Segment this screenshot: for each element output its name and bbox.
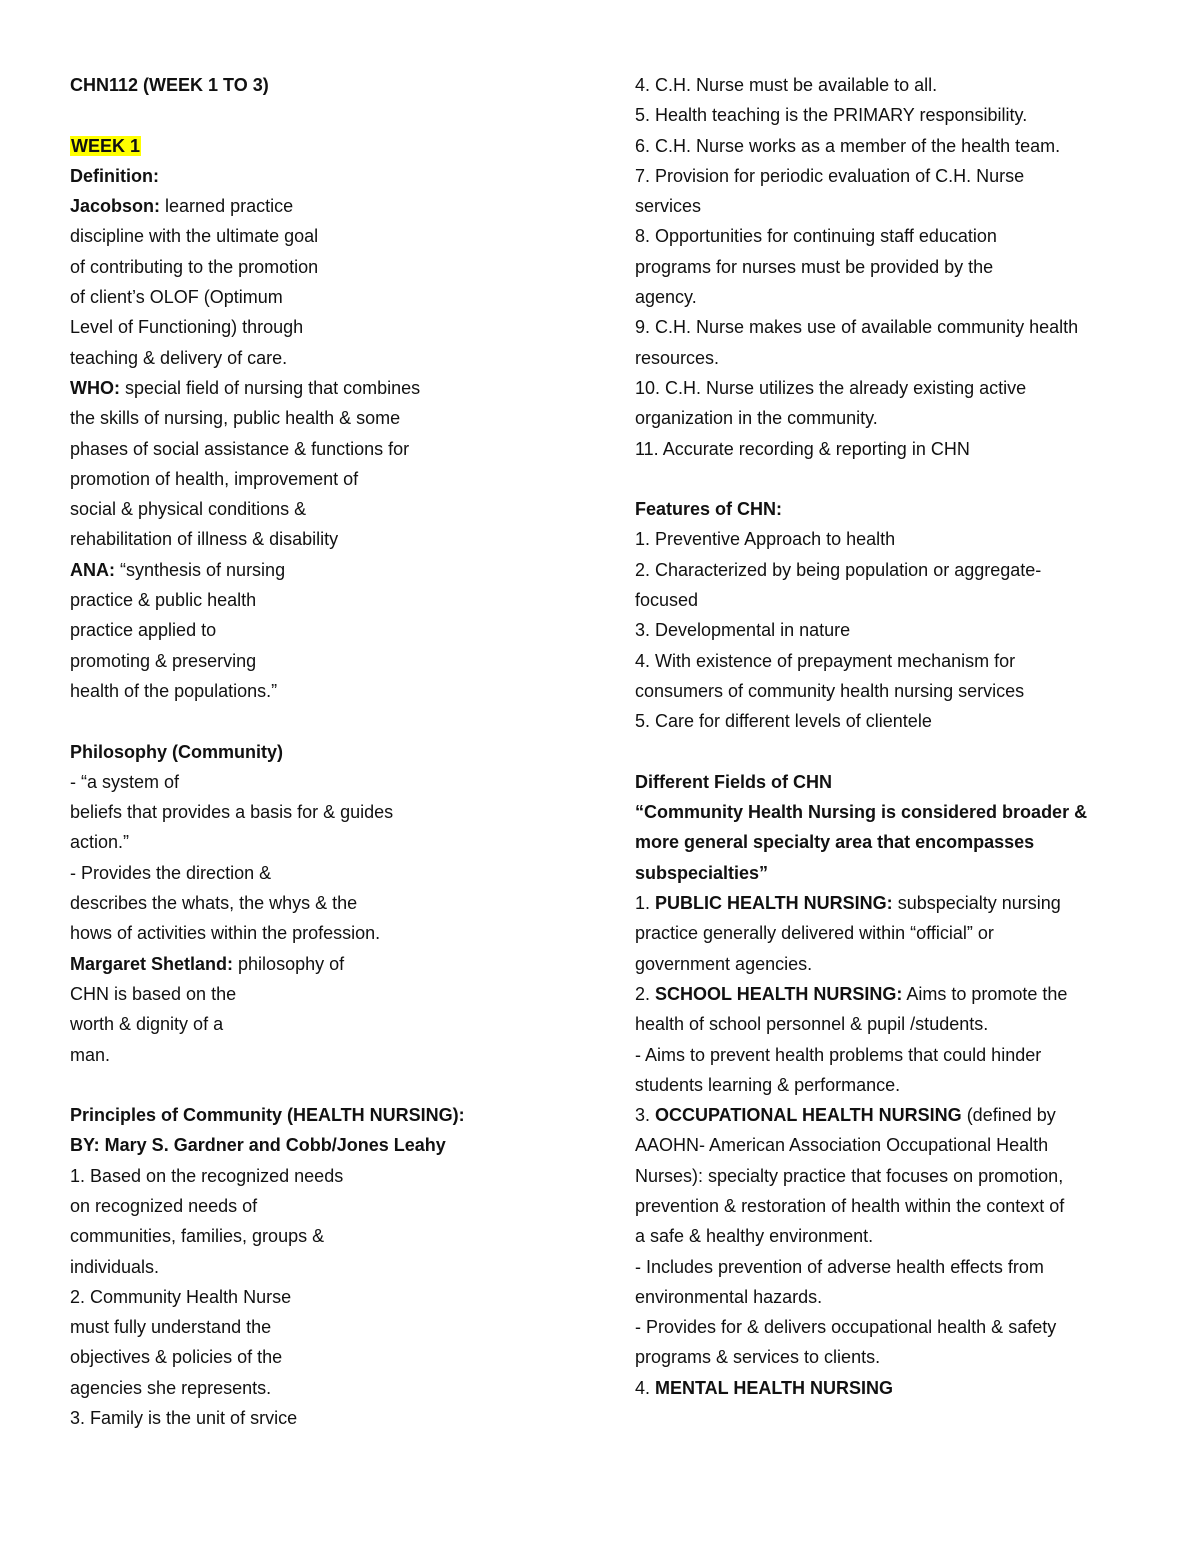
list-item: 7. Provision for periodic evaluation of C.H. Nurse — [635, 165, 1025, 186]
text-line: rehabilitation of illness & disability — [70, 529, 339, 550]
list-item: 4. With existence of prepayment mechanism for — [635, 650, 1016, 671]
ana-term: ANA: — [70, 559, 115, 580]
text-line: practice & public health — [70, 590, 257, 611]
text-line: programs for nurses must be provided by the — [635, 256, 994, 277]
list-item: 3. Developmental in nature — [635, 620, 851, 641]
text-line: individuals. — [70, 1256, 160, 1277]
text-line: practice generally delivered within “official” or — [635, 923, 994, 944]
text-line: social & physical conditions & — [70, 499, 307, 520]
school-health-nursing-item: 2. SCHOOL HEALTH NURSING: Aims to promote the — [635, 983, 1068, 1004]
jacobson-term: Jacobson: — [70, 196, 161, 217]
week-heading — [70, 131, 580, 161]
definition-heading: Definition: — [70, 165, 159, 186]
text-line: communities, families, groups & — [70, 1226, 325, 1247]
text-line: Nurses): specialty practice that focuses on promotion, — [635, 1165, 1064, 1186]
public-health-nursing-term: PUBLIC HEALTH NURSING: — [650, 893, 893, 914]
text-line: practice applied to — [70, 620, 217, 641]
text-line: - Provides the direction & — [70, 862, 272, 883]
text-line: agency. — [635, 287, 697, 308]
who-definition: WHO: special field of nursing that combines — [70, 377, 421, 398]
right-column — [635, 70, 1155, 1403]
list-item: 8. Opportunities for continuing staff education — [635, 226, 997, 247]
text-line: - Includes prevention of adverse health effects from — [635, 1256, 1044, 1277]
text-line: - “a system of — [70, 771, 180, 792]
public-health-nursing-item: 1. PUBLIC HEALTH NURSING: subspecialty nursing — [635, 893, 1061, 914]
text-line: must fully understand the — [70, 1317, 272, 1338]
text-line: of client’s OLOF (Optimum — [70, 287, 283, 308]
mental-health-nursing-term: MENTAL HEALTH NURSING — [650, 1377, 894, 1398]
text-line: worth & dignity of a — [70, 1014, 224, 1035]
school-health-nursing-term: SCHOOL HEALTH NURSING: — [650, 983, 903, 1004]
text-line: agencies she represents. — [70, 1377, 272, 1398]
philosophy-heading: Philosophy (Community) — [70, 741, 283, 762]
fields-heading: Different Fields of CHN — [635, 771, 833, 792]
text-line: focused — [635, 590, 699, 611]
text-line: environmental hazards. — [635, 1286, 823, 1307]
list-item: 1. Preventive Approach to health — [635, 529, 896, 550]
text-line: beliefs that provides a basis for & guides — [70, 802, 394, 823]
fields-quote: more general specialty area that encompasses — [635, 832, 1035, 853]
ana-definition: ANA: “synthesis of nursing — [70, 559, 286, 580]
text-line: health of school personnel & pupil /students. — [635, 1014, 989, 1035]
list-item: 5. Care for different levels of clientele — [635, 711, 932, 732]
text-line: organization in the community. — [635, 408, 878, 429]
text-line: - Provides for & delivers occupational health & safety — [635, 1317, 1057, 1338]
jacobson-definition: Jacobson: learned practice — [70, 196, 294, 217]
text-line: teaching & delivery of care. — [70, 347, 288, 368]
text-line: action.” — [70, 832, 130, 853]
text-line: CHN is based on the — [70, 983, 237, 1004]
text-line: Level of Functioning) through — [70, 317, 304, 338]
list-item: 9. C.H. Nurse makes use of available community health — [635, 317, 1079, 338]
list-item: 5. Health teaching is the PRIMARY responsibility. — [635, 105, 1028, 126]
text-line: students learning & performance. — [635, 1074, 901, 1095]
text-line: services — [635, 196, 702, 217]
text-line: health of the populations.” — [70, 680, 278, 701]
shetland-definition: Margaret Shetland: philosophy of — [70, 953, 345, 974]
principles-heading: Principles of Community (HEALTH NURSING): — [70, 1105, 465, 1126]
list-item: 10. C.H. Nurse utilizes the already existing active — [635, 377, 1027, 398]
list-item: 2. Characterized by being population or aggregate- — [635, 559, 1042, 580]
text-line: a safe & healthy environment. — [635, 1226, 874, 1247]
spacer — [635, 464, 1155, 494]
text-line: government agencies. — [635, 953, 813, 974]
text-line: the skills of nursing, public health & some — [70, 408, 401, 429]
text-line: resources. — [635, 347, 720, 368]
text-line: man. — [70, 1044, 111, 1065]
list-item: 1. Based on the recognized needs — [70, 1165, 344, 1186]
text-line: programs & services to clients. — [635, 1347, 881, 1368]
list-item: 3. Family is the unit of srvice — [70, 1408, 298, 1429]
spacer — [635, 737, 1155, 767]
principles-authors: BY: Mary S. Gardner and Cobb/Jones Leahy — [70, 1135, 446, 1156]
list-item: 11. Accurate recording & reporting in CHN — [635, 438, 970, 459]
left-column — [70, 70, 580, 1433]
text-line: of contributing to the promotion — [70, 256, 319, 277]
text-line: hows of activities within the profession. — [70, 923, 381, 944]
text-line: phases of social assistance & functions for — [70, 438, 410, 459]
text-line: on recognized needs of — [70, 1195, 258, 1216]
fields-quote: subspecialties” — [635, 862, 769, 883]
text-line: discipline with the ultimate goal — [70, 226, 319, 247]
list-item: 6. C.H. Nurse works as a member of the health team. — [635, 135, 1061, 156]
mental-health-nursing-item: 4. MENTAL HEALTH NURSING — [635, 1377, 894, 1398]
occupational-health-nursing-item: 3. OCCUPATIONAL HEALTH NURSING (defined by — [635, 1105, 1056, 1126]
occupational-health-nursing-term: OCCUPATIONAL HEALTH NURSING — [650, 1105, 962, 1126]
text-line: promotion of health, improvement of — [70, 468, 359, 489]
text-line: describes the whats, the whys & the — [70, 893, 358, 914]
who-term: WHO: — [70, 377, 120, 398]
list-item: 2. Community Health Nurse — [70, 1286, 292, 1307]
spacer — [70, 1070, 580, 1100]
features-heading: Features of CHN: — [635, 499, 783, 520]
spacer — [70, 706, 580, 736]
text-line: AAOHN- American Association Occupational Health — [635, 1135, 1049, 1156]
text-line: consumers of community health nursing services — [635, 680, 1025, 701]
week-label-highlight: WEEK 1 — [71, 135, 141, 156]
list-item: 4. C.H. Nurse must be available to all. — [635, 75, 938, 95]
spacer — [70, 100, 580, 130]
text-line: prevention & restoration of health within the context of — [635, 1195, 1065, 1216]
fields-quote: “Community Health Nursing is considered broader & — [635, 802, 1088, 823]
text-line: promoting & preserving — [70, 650, 257, 671]
document-title: CHN112 (WEEK 1 TO 3) — [70, 75, 269, 95]
text-line: - Aims to prevent health problems that could hinder — [635, 1044, 1042, 1065]
text-line: objectives & policies of the — [70, 1347, 283, 1368]
shetland-term: Margaret Shetland: — [70, 953, 234, 974]
